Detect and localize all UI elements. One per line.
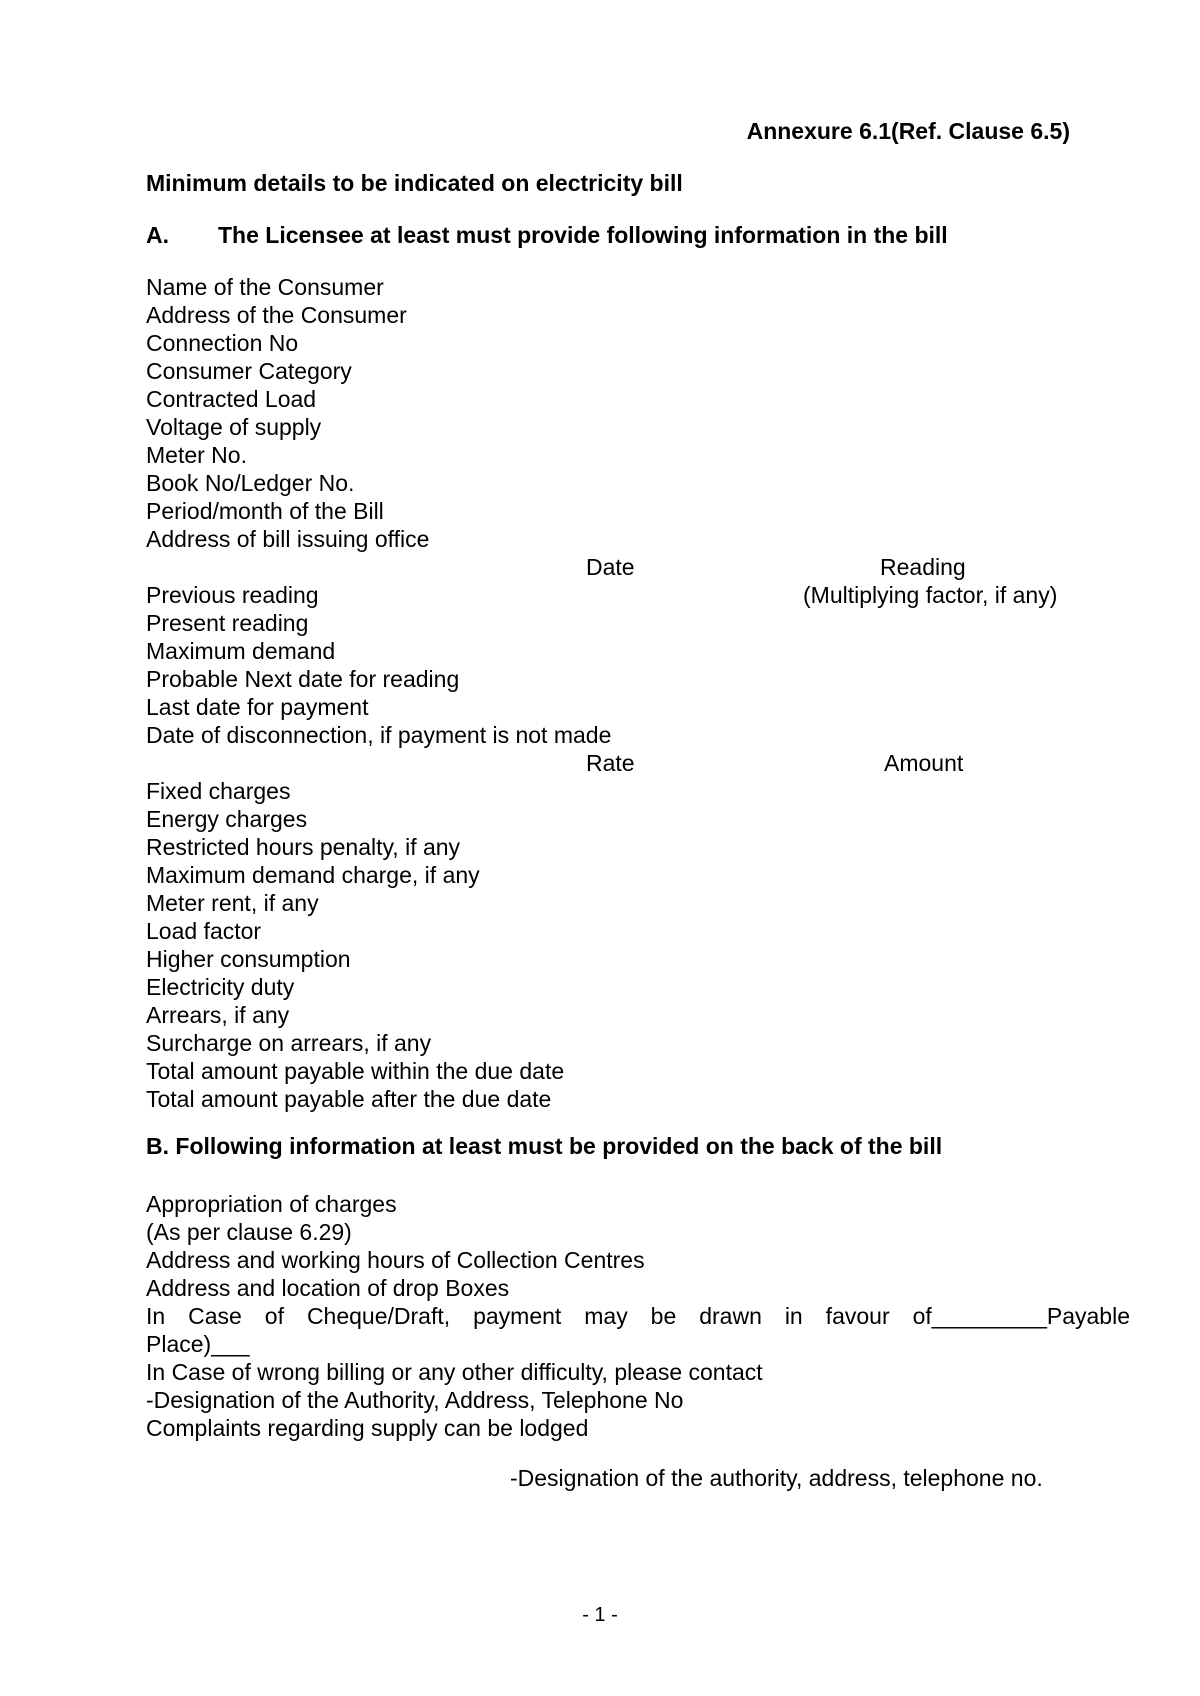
list-item: Fixed charges: [146, 778, 291, 804]
list-item: Present reading: [146, 610, 309, 636]
annexure-reference: Annexure 6.1(Ref. Clause 6.5): [746, 118, 1070, 144]
page-number: - 1 -: [582, 1604, 618, 1626]
list-item: Address of bill issuing office: [146, 526, 430, 552]
list-item: Maximum demand charge, if any: [146, 862, 480, 888]
section-a-list-2: [146, 581, 611, 749]
section-a-heading: [146, 222, 948, 249]
list-item: Higher consumption: [146, 946, 351, 972]
list-item: Connection No: [146, 330, 299, 356]
list-item: Consumer Category: [146, 358, 352, 384]
list-item: Surcharge on arrears, if any: [146, 1030, 432, 1056]
list-item: Period/month of the Bill: [146, 498, 384, 524]
section-b-heading: B. Following information at least must be provided on the back of the bill: [146, 1133, 943, 1159]
section-a-heading-text: The Licensee at least must provide following information in the bill: [218, 222, 948, 248]
list-item: Restricted hours penalty, if any: [146, 834, 461, 860]
list-item: -Designation of the Authority, Address, Telephone No: [146, 1387, 684, 1413]
list-item: Book No/Ledger No.: [146, 470, 355, 496]
list-item: Place)___: [146, 1331, 250, 1357]
list-item: Maximum demand: [146, 638, 336, 664]
list-item: Appropriation of charges: [146, 1191, 397, 1217]
list-item: Arrears, if any: [146, 1002, 290, 1028]
column-header-reading: Reading: [880, 554, 966, 580]
list-item: Total amount payable within the due date: [146, 1058, 565, 1084]
cheque-draft-line: In Case of Cheque/Draft, payment may be drawn in favour of_________Payable: [146, 1303, 1130, 1329]
list-item: Address and location of drop Boxes: [146, 1275, 510, 1301]
list-item: Meter rent, if any: [146, 890, 319, 916]
list-item: Date of disconnection, if payment is not made: [146, 722, 612, 748]
list-item: Address and working hours of Collection Centres: [146, 1247, 645, 1273]
list-item: In Case of wrong billing or any other difficulty, please contact: [146, 1359, 763, 1385]
list-item: Meter No.: [146, 442, 247, 468]
multiplying-factor-note: (Multiplying factor, if any): [803, 582, 1058, 608]
column-header-amount: Amount: [884, 750, 964, 776]
list-item: Contracted Load: [146, 386, 317, 412]
list-item: Probable Next date for reading: [146, 666, 460, 692]
designation-line: -Designation of the authority, address, telephone no.: [510, 1465, 1043, 1491]
section-a-list-3: [146, 777, 564, 1113]
document-title: Minimum details to be indicated on electricity bill: [146, 170, 683, 196]
list-item: Electricity duty: [146, 974, 295, 1000]
section-a-list-1: [146, 273, 429, 553]
list-item: Load factor: [146, 918, 262, 944]
list-item: Address of the Consumer: [146, 302, 407, 328]
column-header-date: Date: [586, 554, 635, 580]
list-item: Complaints regarding supply can be lodged: [146, 1415, 589, 1441]
list-item: Energy charges: [146, 806, 308, 832]
section-a-letter: A.: [146, 222, 169, 248]
list-item: (As per clause 6.29): [146, 1219, 352, 1245]
column-header-rate: Rate: [586, 750, 635, 776]
list-item: Total amount payable after the due date: [146, 1086, 552, 1112]
list-item: Name of the Consumer: [146, 274, 384, 300]
list-item: Previous reading: [146, 582, 319, 608]
section-b-list-1: [146, 1190, 645, 1302]
list-item: Voltage of supply: [146, 414, 322, 440]
section-b-list-2: [146, 1330, 763, 1442]
list-item: Last date for payment: [146, 694, 369, 720]
